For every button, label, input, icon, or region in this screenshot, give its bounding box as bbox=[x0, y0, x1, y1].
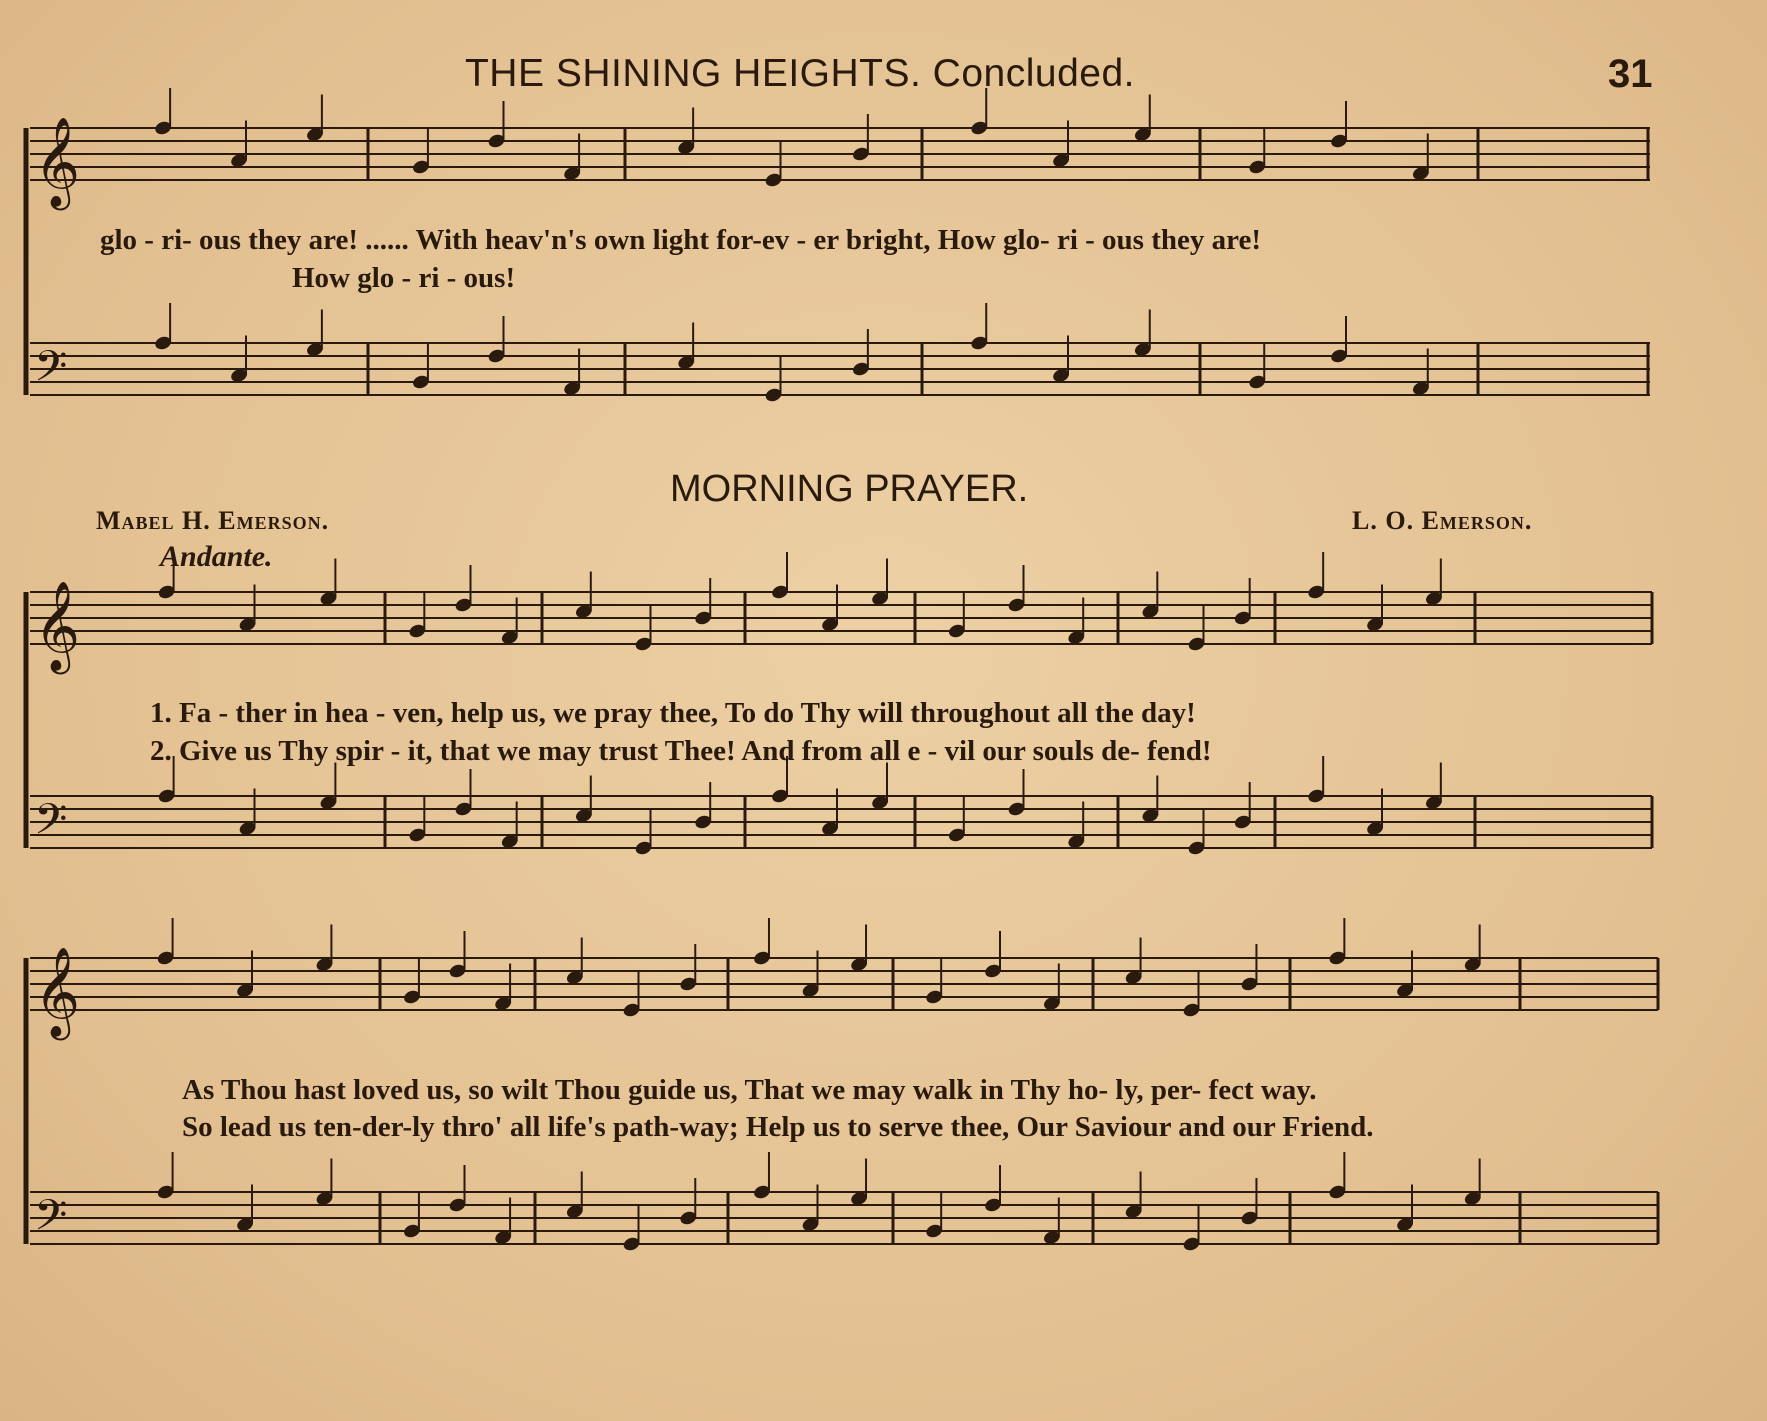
poet-credit: Mabel H. Emerson. bbox=[96, 506, 330, 535]
composer-credit: L. O. Emerson. bbox=[1352, 506, 1533, 535]
treble-clef-icon: 𝄞 bbox=[34, 117, 81, 207]
verse-1-line-1: 1. Fa - ther in hea - ven, help us, we pray thee, To do Thy will throughout all the day! bbox=[150, 697, 1196, 729]
treble-clef-icon: 𝄞 bbox=[34, 947, 81, 1037]
bass-clef-icon: 𝄢 bbox=[34, 342, 68, 402]
clefs bbox=[34, 117, 80, 1251]
verse-2-line-1: 2. Give us Thy spir - it, that we may trust Thee! And from all e - vil our souls de- fend! bbox=[150, 735, 1212, 767]
bass-clef-icon: 𝄢 bbox=[34, 795, 68, 855]
verse-2-line-2: So lead us ten-der-ly thro' all life's path-way; Help us to serve thee, Our Saviour and our Friend. bbox=[182, 1111, 1374, 1143]
bass-clef-icon: 𝄢 bbox=[34, 1191, 68, 1251]
page-number: 31 bbox=[1608, 52, 1653, 96]
treble-clef-icon: 𝄞 bbox=[34, 581, 81, 671]
shining-heights-lyric-echo: How glo - ri - ous! bbox=[292, 262, 516, 294]
tempo-marking: Andante. bbox=[160, 540, 273, 573]
shining-heights-lyric-line: glo - ri- ous they are! ...... With heav'n's own light for-ev - er bright, How glo- ri - ous they are! bbox=[100, 224, 1261, 256]
page-header-title: THE SHINING HEIGHTS. Concluded. bbox=[464, 52, 1135, 95]
verse-1-line-2: As Thou hast loved us, so wilt Thou guide us, That we may walk in Thy ho- ly, per- fect way. bbox=[182, 1074, 1317, 1106]
hymn-title: MORNING PRAYER. bbox=[670, 468, 1029, 510]
